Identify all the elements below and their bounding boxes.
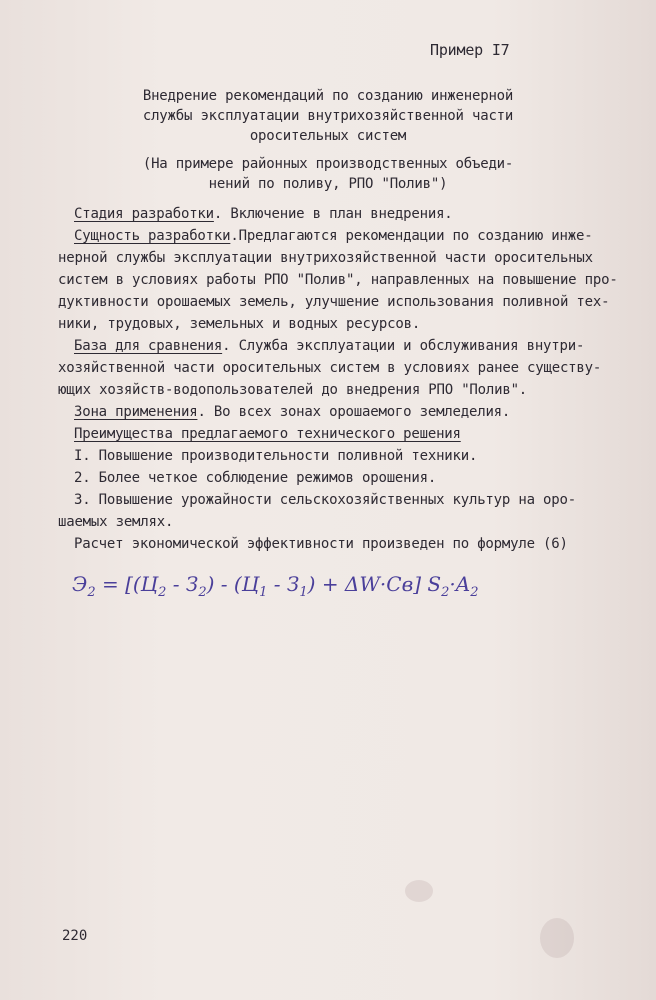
formula-subscript: 2 (87, 585, 96, 600)
stage-paragraph (74, 204, 453, 224)
formula-part: Э (72, 572, 88, 596)
efficiency-formula (72, 572, 478, 600)
calculation-text: Расчет экономической эффективности произведен по формуле (6) (74, 536, 568, 552)
title-line: службы эксплуатации внутрихозяйственной части (142, 108, 514, 124)
essence-text: систем в условиях работы РПО "Полив", направленных на повышение про- (58, 272, 618, 288)
formula-part: - З (166, 572, 199, 596)
paper-stain (405, 880, 433, 902)
advantage-item: шаемых землях. (58, 514, 174, 530)
title-subline: нений по поливу, РПО "Полив") (208, 176, 448, 192)
formula-subscript: 2 (470, 585, 479, 600)
base-text: хозяйственной части оросительных систем в условиях ранее существу- (58, 360, 602, 376)
base-paragraph (74, 336, 584, 356)
essence-text: нерной службы эксплуатации внутрихозяйственной части оросительных (58, 250, 593, 266)
formula-subscript: 1 (299, 585, 308, 600)
essence-text: .Предлагаются рекомендации по созданию инже- (230, 228, 593, 244)
formula-part: = [(Ц (95, 572, 159, 596)
zone-label: Зона применения (74, 404, 198, 420)
formula-part: ) + ΔW·Cв] S (307, 572, 442, 596)
page-number: 220 (62, 928, 88, 944)
formula-subscript: 1 (259, 585, 268, 600)
zone-text: . Во всех зонах орошаемого земледелия. (197, 404, 511, 420)
base-text: ющих хозяйств-водопользователей до внедрения РПО "Полив". (58, 382, 528, 398)
example-label: Пример I7 (430, 41, 510, 59)
essence-text: дуктивности орошаемых земель, улучшение использования поливной тех- (58, 294, 610, 310)
formula-subscript: 2 (198, 585, 207, 600)
title-line: Внедрение рекомендаций по созданию инженерной (142, 88, 514, 104)
base-text: . Служба эксплуатации и обслуживания внутри- (222, 338, 585, 354)
title-line: оросительных систем (249, 128, 407, 144)
essence-label: Сущность разработки (74, 228, 231, 244)
formula-subscript: 2 (441, 585, 450, 600)
title-subline: (На примере районных производственных объеди- (142, 156, 514, 172)
essence-text: ники, трудовых, земельных и водных ресурсов. (58, 316, 421, 332)
zone-paragraph (74, 402, 510, 422)
formula-part: - З (267, 572, 300, 596)
stage-text: . Включение в план внедрения. (213, 206, 453, 222)
paper-stain (540, 918, 574, 958)
base-label: База для сравнения (74, 338, 223, 354)
advantage-item: 3. Повышение урожайности сельскохозяйственных культур на оро- (74, 492, 576, 508)
advantage-item: I. Повышение производительности поливной техники. (74, 448, 478, 464)
advantages-heading: Преимущества предлагаемого технического решения (74, 426, 461, 442)
essence-paragraph (74, 226, 592, 246)
formula-part: ) - (Ц (206, 572, 260, 596)
stage-label: Стадия разработки (74, 206, 214, 222)
advantage-item: 2. Более четкое соблюдение режимов орошения. (74, 470, 437, 486)
formula-part: ·A (449, 572, 471, 596)
formula-subscript: 2 (158, 585, 167, 600)
